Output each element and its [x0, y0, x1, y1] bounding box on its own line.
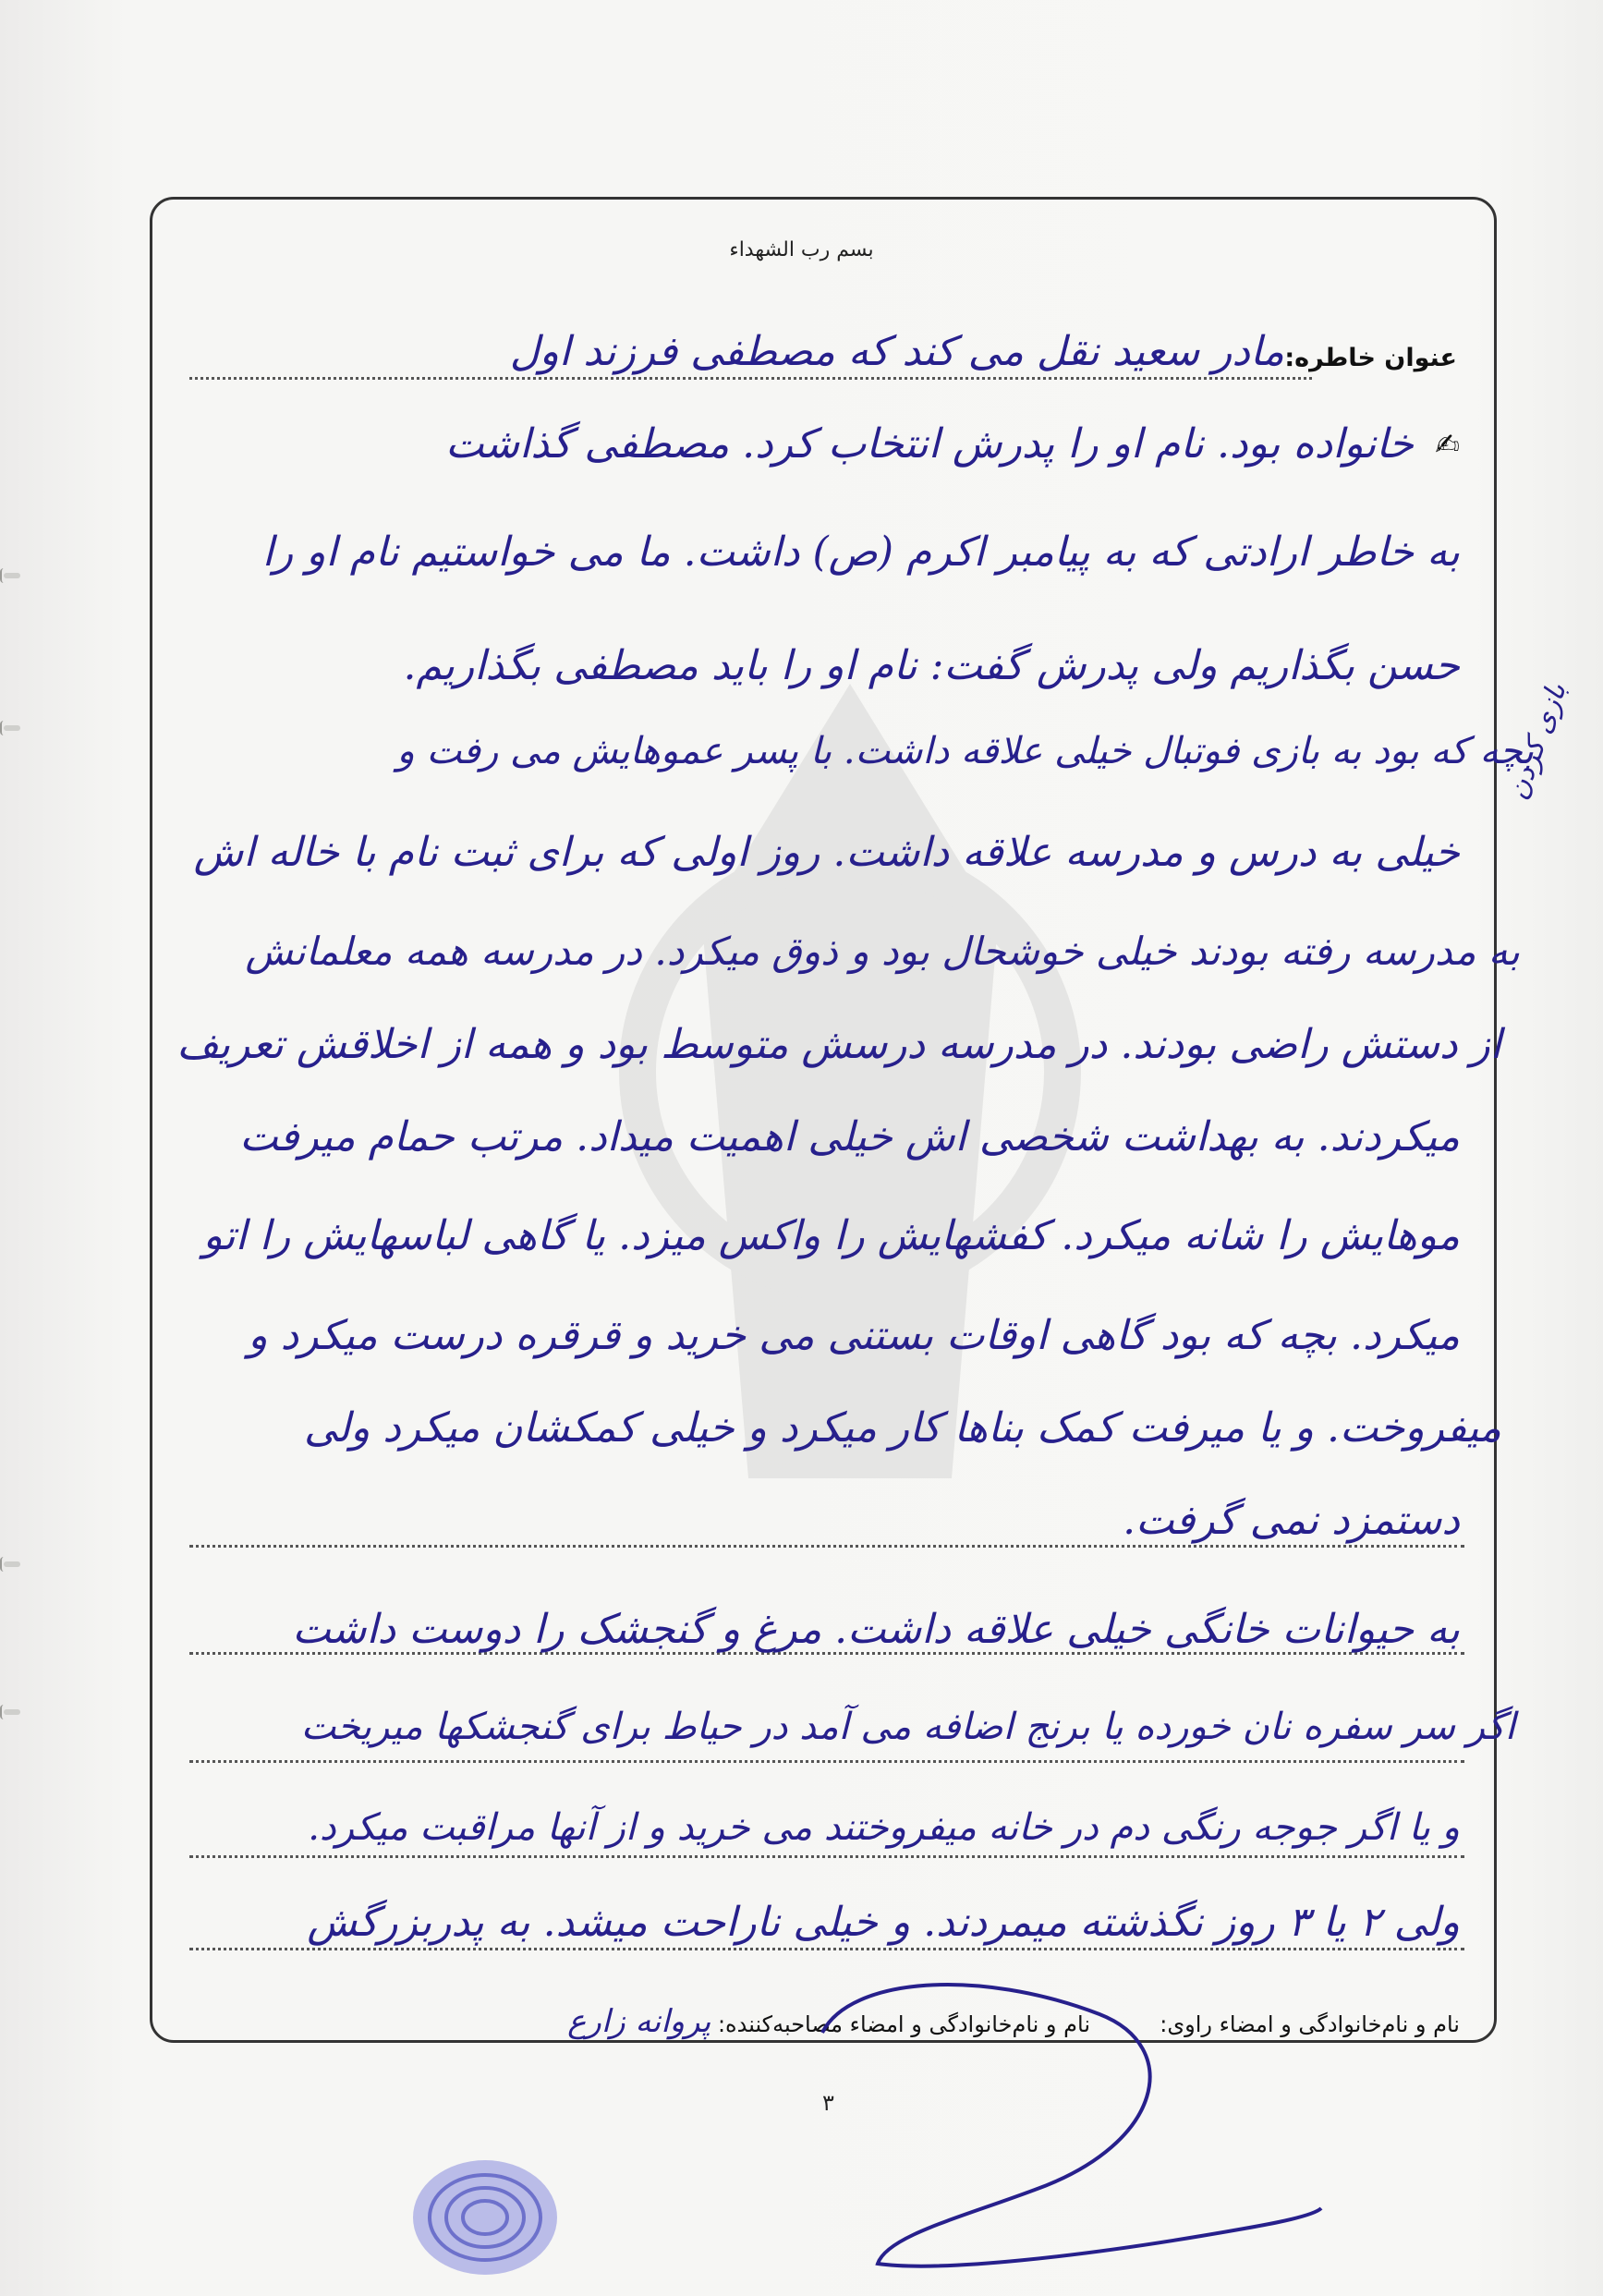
title-value: مادر سعید نقل می کند که مصطفی فرزند اول — [509, 328, 1284, 375]
binder-hole — [4, 1709, 20, 1715]
body-line: به مدرسه رفته بودند خیلی خوشحال بود و ذوق میکرد. در مدرسه همه معلمانش — [245, 929, 1520, 974]
fingerprint-stamp — [407, 2153, 564, 2282]
ruled-line — [189, 1545, 1464, 1548]
body-line: خیلی به درس و مدرسه علاقه داشت. روز اولی که برای ثبت نام با خاله اش — [193, 829, 1460, 876]
body-line: از دستش راضی بودند. در مدرسه درسش متوسط بود و همه از اخلاقش تعریف — [176, 1021, 1501, 1068]
title-label: عنوان خاطره: — [1284, 344, 1457, 372]
body-line: دستمزد نمی گرفت. — [1123, 1497, 1460, 1544]
pen-icon: ✍ — [1435, 427, 1460, 462]
body-line: میکرد. بچه که بود گاهی اوقات بستنی می خرید و قرقره درست میکرد و — [248, 1312, 1460, 1359]
body-line: به حیوانات خانگی خیلی علاقه داشت. مرغ و گنجشک را دوست داشت — [292, 1606, 1460, 1653]
margin-insertion-note: بازی کردن — [1501, 678, 1573, 804]
body-line: بچه که بود به بازی فوتبال خیلی علاقه داشت. با پسر عموهایش می رفت و — [396, 730, 1534, 772]
body-line: و یا اگر جوجه رنگی دم در خانه میفروختند می خرید و از آنها مراقبت میکرد. — [308, 1806, 1460, 1849]
ruled-line — [189, 377, 1312, 380]
basmala-heading: بسم رب الشهداء — [729, 238, 874, 261]
ruled-line — [189, 1948, 1464, 1950]
binder-hole — [4, 1561, 20, 1567]
page-number: ۳ — [822, 2090, 834, 2116]
body-line: حسن بگذاریم ولی پدرش گفت: نام او را باید مصطفی بگذاریم. — [403, 642, 1460, 689]
interviewer-label: نام و نام‌خانوادگی و امضاء مصاحبه‌کننده: — [717, 2011, 1091, 2037]
body-line: موهایش را شانه میکرد. کفشهایش را واکس میزد. یا گاهی لباسهایش را اتو — [202, 1212, 1460, 1259]
ruled-line — [189, 1855, 1464, 1858]
signature-scribble — [795, 1959, 1330, 2291]
body-line: میفروخت. و یا میرفت کمک بناها کار میکرد و خیلی کمکشان میکرد ولی — [303, 1404, 1501, 1452]
body-line: ولی ۲ یا ۳ روز نگذشته میمردند. و خیلی ناراحت میشد. به پدربزرگش — [307, 1899, 1460, 1946]
body-line: به خاطر ارادتی که به پیامبر اکرم (ص) داشت. ما می خواستیم نام او را — [261, 528, 1460, 576]
interviewer-name: پروانه زارع — [567, 2003, 711, 2040]
ruled-line — [189, 1760, 1464, 1763]
body-line: خانواده بود. نام او را پدرش انتخاب کرد. مصطفی گذاشت — [445, 420, 1414, 468]
body-line: اگر سر سفره نان خورده یا برنج اضافه می آمد در حیاط برای گنجشکها میریخت — [300, 1706, 1515, 1748]
body-line: میکردند. به بهداشت شخصی اش خیلی اهمیت میداد. مرتب حمام میرفت — [239, 1113, 1460, 1160]
binder-hole — [4, 725, 20, 731]
binder-hole — [4, 573, 20, 578]
narrator-label: نام و نام‌خانوادگی و امضاء راوی: — [1160, 2011, 1460, 2037]
